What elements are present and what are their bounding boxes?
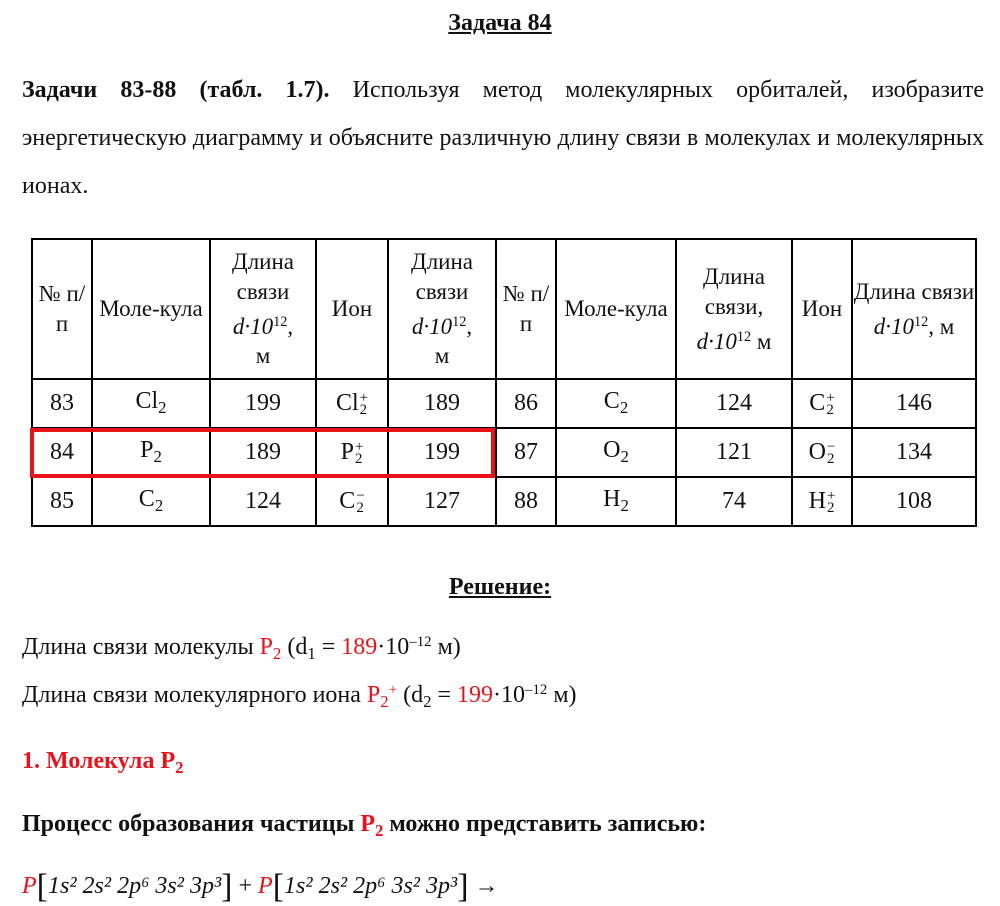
task-intro-text: Используя метод молекулярных орбиталей, изобразите энергетическую диаграмму и объясните различную длину связи в молекулах и молекулярных ионах. bbox=[22, 77, 984, 199]
section-molecule-heading: 1. Молекула $P_2$ bbox=[22, 748, 184, 778]
cell-num: 85 bbox=[32, 477, 92, 526]
cell-ion-length: 146 bbox=[852, 379, 976, 428]
cell-molecule: $H_2$ bbox=[556, 477, 676, 526]
table-row bbox=[32, 477, 976, 526]
cell-ion: P + 2 bbox=[316, 428, 388, 477]
header-molecule-1: Моле-кула bbox=[92, 239, 210, 379]
cell-molecule: $O_2$ bbox=[556, 428, 676, 477]
header-ion-length-1: Длина связи $d\cdot 10^{12}$, м bbox=[388, 239, 496, 379]
cell-ion: H + 2 bbox=[792, 477, 852, 526]
process-heading: Процесс образования частицы $P_2$ можно представить записью: bbox=[22, 811, 707, 841]
header-num-2: № п/п bbox=[496, 239, 556, 379]
cell-num: 86 bbox=[496, 379, 556, 428]
header-molecule-2: Моле-кула bbox=[556, 239, 676, 379]
cell-ion: O − 2 bbox=[792, 428, 852, 477]
task-intro-bold: Задачи 83-88 (табл. 1.7). bbox=[22, 77, 330, 103]
table-row bbox=[32, 428, 976, 477]
table-row bbox=[32, 379, 976, 428]
header-ion-2: Ион bbox=[792, 239, 852, 379]
cell-ion: C − 2 bbox=[316, 477, 388, 526]
table-header-row bbox=[32, 239, 976, 379]
cell-molecule: $P_2$ bbox=[92, 428, 210, 477]
cell-length: 121 bbox=[676, 428, 792, 477]
bond-length-ion-line: Длина связи молекулярного иона $P_2^+$ ($d_2 = 199\cdot 10^{-12}$ м) bbox=[22, 682, 577, 712]
cell-num: 87 bbox=[496, 428, 556, 477]
cell-length: 189 bbox=[210, 428, 316, 477]
cell-ion-length: 189 bbox=[388, 379, 496, 428]
page-title: Задача 84 bbox=[448, 10, 552, 36]
header-ion-1: Ион bbox=[316, 239, 388, 379]
cell-molecule: $Cl_2$ bbox=[92, 379, 210, 428]
cell-ion: C + 2 bbox=[792, 379, 852, 428]
cell-ion-length: 127 bbox=[388, 477, 496, 526]
task-intro bbox=[22, 66, 984, 210]
cell-length: 124 bbox=[676, 379, 792, 428]
header-num-1: № п/п bbox=[32, 239, 92, 379]
cell-ion-length: 134 bbox=[852, 428, 976, 477]
cell-molecule: $C_2$ bbox=[556, 379, 676, 428]
cell-length: 124 bbox=[210, 477, 316, 526]
cell-ion: Cl + 2 bbox=[316, 379, 388, 428]
cell-ion-length: 108 bbox=[852, 477, 976, 526]
header-ion-length-2: Длина связи $d\cdot 10^{12}$, м bbox=[852, 239, 976, 379]
cell-num: 88 bbox=[496, 477, 556, 526]
cell-ion-length: 199 bbox=[388, 428, 496, 477]
cell-num: 84 bbox=[32, 428, 92, 477]
cell-num: 83 bbox=[32, 379, 92, 428]
bond-length-molecule-line: Длина связи молекулы $P_2$ ($d_1 = 189\cdot 10^{-12}$ м) bbox=[22, 634, 461, 664]
header-length-1: Длина связи $d\cdot 10^{12}$, м bbox=[210, 239, 316, 379]
bond-length-table bbox=[31, 238, 977, 527]
cell-molecule: $C_2$ bbox=[92, 477, 210, 526]
electron-config-formula: P[1s² 2s² 2p⁶ 3s² 3p³] + P[1s² 2s² 2p⁶ 3s² 3p³] → bbox=[22, 868, 499, 905]
solution-title: Решение: bbox=[448, 574, 552, 600]
cell-length: 199 bbox=[210, 379, 316, 428]
header-length-2: Длина связи, $d\cdot 10^{12}$ м bbox=[676, 239, 792, 379]
cell-length: 74 bbox=[676, 477, 792, 526]
